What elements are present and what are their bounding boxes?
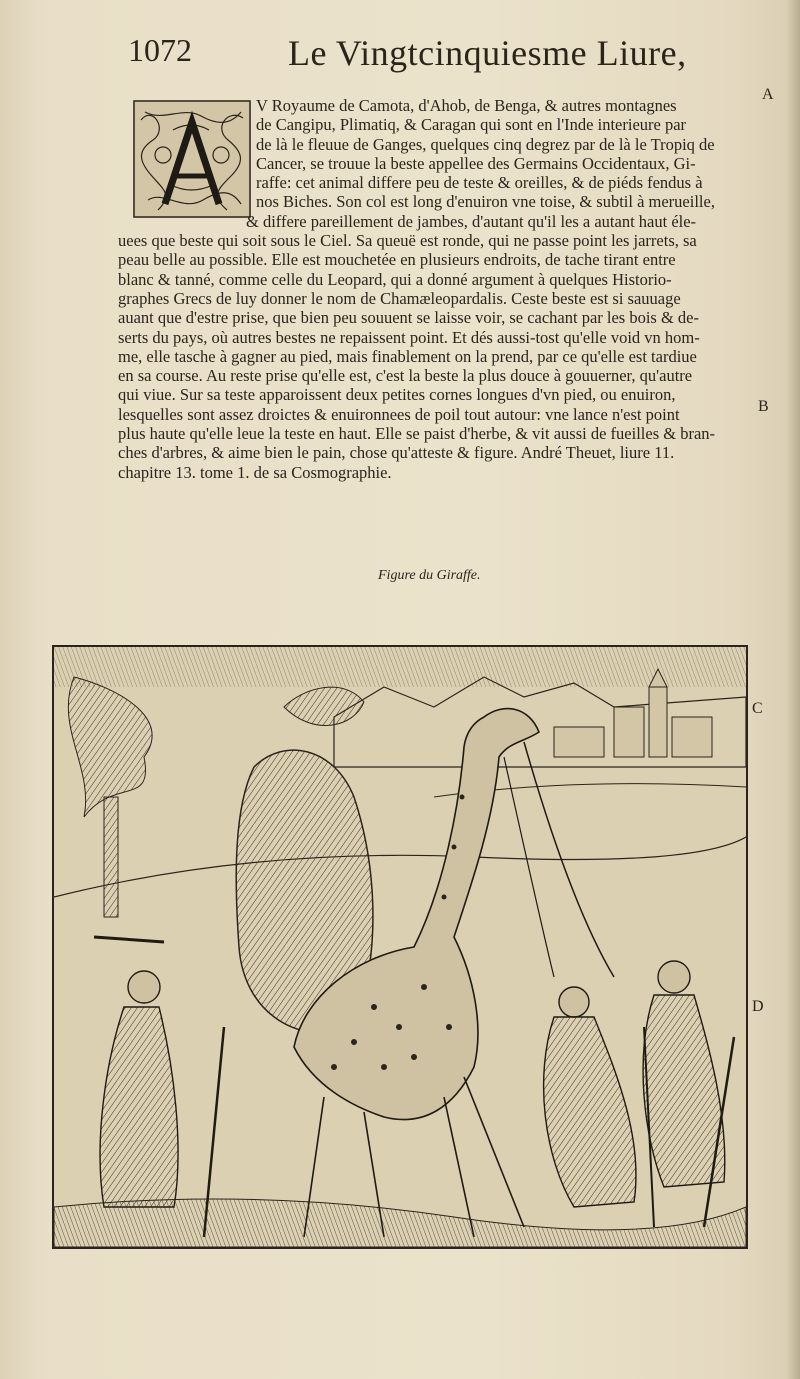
text-line: V Royaume de Camota, d'Ahob, de Benga, & autres montagnes	[256, 96, 677, 115]
figure-caption: Figure du Giraffe.	[378, 568, 481, 583]
text-line: en sa course. Au reste prise qu'elle est, c'est la beste la plus douce à gouuerner, qu'autre	[118, 366, 693, 386]
body-text	[118, 96, 768, 482]
text-line: auant que d'estre prise, que bien peu souuent se laisse voir, se cachant par les bois & de-	[118, 308, 700, 328]
margin-letter-d: D	[752, 998, 764, 1015]
giraffe-woodcut-illustration	[52, 645, 748, 1249]
text-line: peau belle au possible. Elle est mouchetée en plusieurs endroits, de tache tirant entre	[118, 250, 676, 270]
page-number: 1072	[128, 32, 192, 68]
running-title: Le Vingtcinquiesme Liure,	[288, 33, 687, 73]
margin-letter-b: B	[758, 398, 769, 415]
text-line: blanc & tanné, comme celle du Leopard, qui a donné argument à quelques Historio-	[118, 269, 672, 289]
text-line: me, elle tasche à gagner au pied, mais finablement on la prend, par ce qu'elle est tardiue	[118, 346, 697, 366]
text-line: de Cangipu, Plimatiq, & Caragan qui sont en l'Inde interieure par	[256, 115, 687, 135]
text-line: de là le fleuue de Ganges, quelques cinq degrez par de là le Tropiq de	[256, 134, 715, 154]
text-line: ches d'arbres, & aime bien le pain, chose qu'atteste & figure. André Theuet, liure 11.	[118, 443, 675, 463]
text-line: & differe pareillement de jambes, d'autant qu'il les a autant haut éle-	[246, 211, 697, 231]
text-line: lesquelles sont assez droictes & enuironnees de poil tout autour: vne lance n'est point	[118, 404, 680, 424]
text-line: serts du pays, où autres bestes ne repaissent point. Et dés aussi-tost qu'elle void vn hom-	[118, 327, 700, 347]
text-line: graphes Grecs de luy donner le nom de Chamæleopardalis. Ceste beste est si sauuage	[118, 288, 681, 308]
text-line: uees que beste qui soit sous le Ciel. Sa queuë est ronde, qui ne passe point les jarrets, sa	[118, 231, 697, 251]
text-line: plus haute qu'elle leue la teste en haut. Elle se paist d'herbe, & vit aussi de fueilles & bran-	[118, 424, 716, 444]
text-line: nos Biches. Son col est long d'enuiron vne toise, & subtil à merueille,	[256, 192, 715, 212]
margin-letter-c: C	[752, 700, 763, 717]
text-line: raffe: cet animal differe peu de teste & oreilles, & de piéds fendus à	[256, 173, 703, 193]
text-line: Cancer, se trouue la beste appellee des Germains Occidentaux, Gi-	[256, 153, 696, 173]
page-edge-shadow	[786, 0, 800, 1379]
text-line: qui viue. Sur sa teste apparoissent deux petites cornes longues d'vn pied, ou enuiron,	[118, 385, 676, 405]
margin-letter-a: A	[762, 86, 774, 103]
page-header	[128, 28, 688, 80]
text-line: chapitre 13. tome 1. de sa Cosmographie.	[118, 462, 392, 482]
